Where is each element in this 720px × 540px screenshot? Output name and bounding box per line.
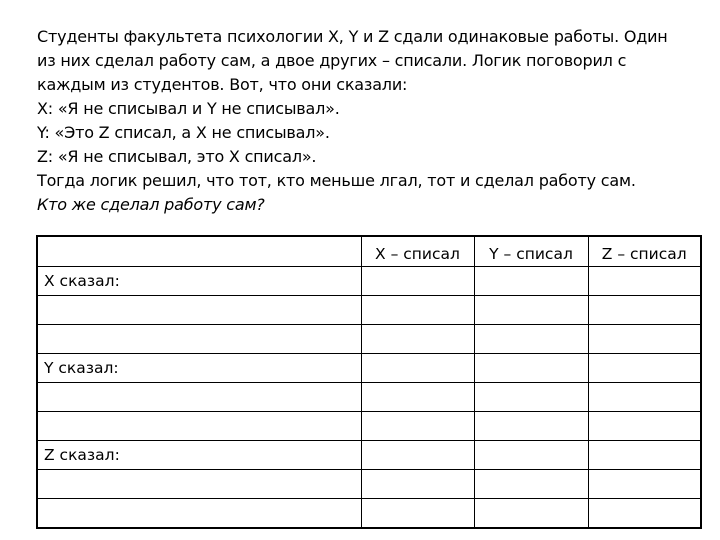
- statement-z: Z: «Я не списывал, это X списал».: [37, 147, 317, 166]
- table-cell[interactable]: [361, 470, 474, 499]
- table-cell[interactable]: [474, 267, 588, 296]
- table-cell[interactable]: [474, 383, 588, 412]
- row-label-y-said: Y сказал:: [37, 354, 361, 383]
- table-row: [37, 441, 701, 470]
- table-cell[interactable]: [588, 267, 701, 296]
- table-row: [37, 470, 701, 499]
- statement-y: Y: «Это Z списал, а X не списывал».: [37, 123, 330, 142]
- table-cell[interactable]: [588, 354, 701, 383]
- table-header-row: [37, 236, 701, 267]
- table-cell[interactable]: [588, 296, 701, 325]
- row-label: [37, 412, 361, 441]
- table-cell[interactable]: [361, 267, 474, 296]
- row-label: [37, 499, 361, 529]
- row-label: [37, 296, 361, 325]
- table-cell[interactable]: [474, 499, 588, 529]
- row-label-x-said: X сказал:: [37, 267, 361, 296]
- header-z-copied: Z – списал: [588, 236, 701, 267]
- row-label-z-said: Z сказал:: [37, 441, 361, 470]
- table-row: [37, 354, 701, 383]
- table-cell[interactable]: [588, 383, 701, 412]
- answer-table: [36, 235, 702, 529]
- table-cell[interactable]: [588, 441, 701, 470]
- table-cell[interactable]: [361, 296, 474, 325]
- table-cell[interactable]: [588, 499, 701, 529]
- table-cell[interactable]: [474, 325, 588, 354]
- table-row: [37, 296, 701, 325]
- table-cell[interactable]: [474, 412, 588, 441]
- table-cell[interactable]: [474, 470, 588, 499]
- problem-line-1: Студенты факультета психологии X, Y и Z сдали одинаковые работы. Один: [37, 27, 668, 46]
- table-cell[interactable]: [588, 470, 701, 499]
- table-cell[interactable]: [361, 499, 474, 529]
- problem-line-2: из них сделал работу сам, а двое других – списали. Логик поговорил с: [37, 51, 627, 70]
- header-y-copied: Y – списал: [474, 236, 588, 267]
- table-cell[interactable]: [361, 383, 474, 412]
- table-cell[interactable]: [588, 412, 701, 441]
- table-cell[interactable]: [361, 354, 474, 383]
- problem-line-3: каждым из студентов. Вот, что они сказали:: [37, 75, 408, 94]
- table-cell[interactable]: [361, 441, 474, 470]
- table-row: [37, 267, 701, 296]
- table-cell[interactable]: [474, 354, 588, 383]
- table-cell[interactable]: [474, 296, 588, 325]
- table-cell[interactable]: [361, 325, 474, 354]
- table-cell[interactable]: [588, 325, 701, 354]
- question: Кто же сделал работу сам?: [37, 195, 265, 214]
- row-label: [37, 325, 361, 354]
- table-row: [37, 499, 701, 529]
- statement-x: X: «Я не списывал и Y не списывал».: [37, 99, 340, 118]
- problem-text: [37, 25, 707, 217]
- table-cell[interactable]: [474, 441, 588, 470]
- header-x-copied: X – списал: [361, 236, 474, 267]
- table-row: [37, 325, 701, 354]
- problem-line-7: Тогда логик решил, что тот, кто меньше лгал, тот и сделал работу сам.: [37, 171, 636, 190]
- table-row: [37, 383, 701, 412]
- row-label: [37, 383, 361, 412]
- table-row: [37, 412, 701, 441]
- row-label: [37, 470, 361, 499]
- header-empty-cell: [37, 236, 361, 267]
- table-cell[interactable]: [361, 412, 474, 441]
